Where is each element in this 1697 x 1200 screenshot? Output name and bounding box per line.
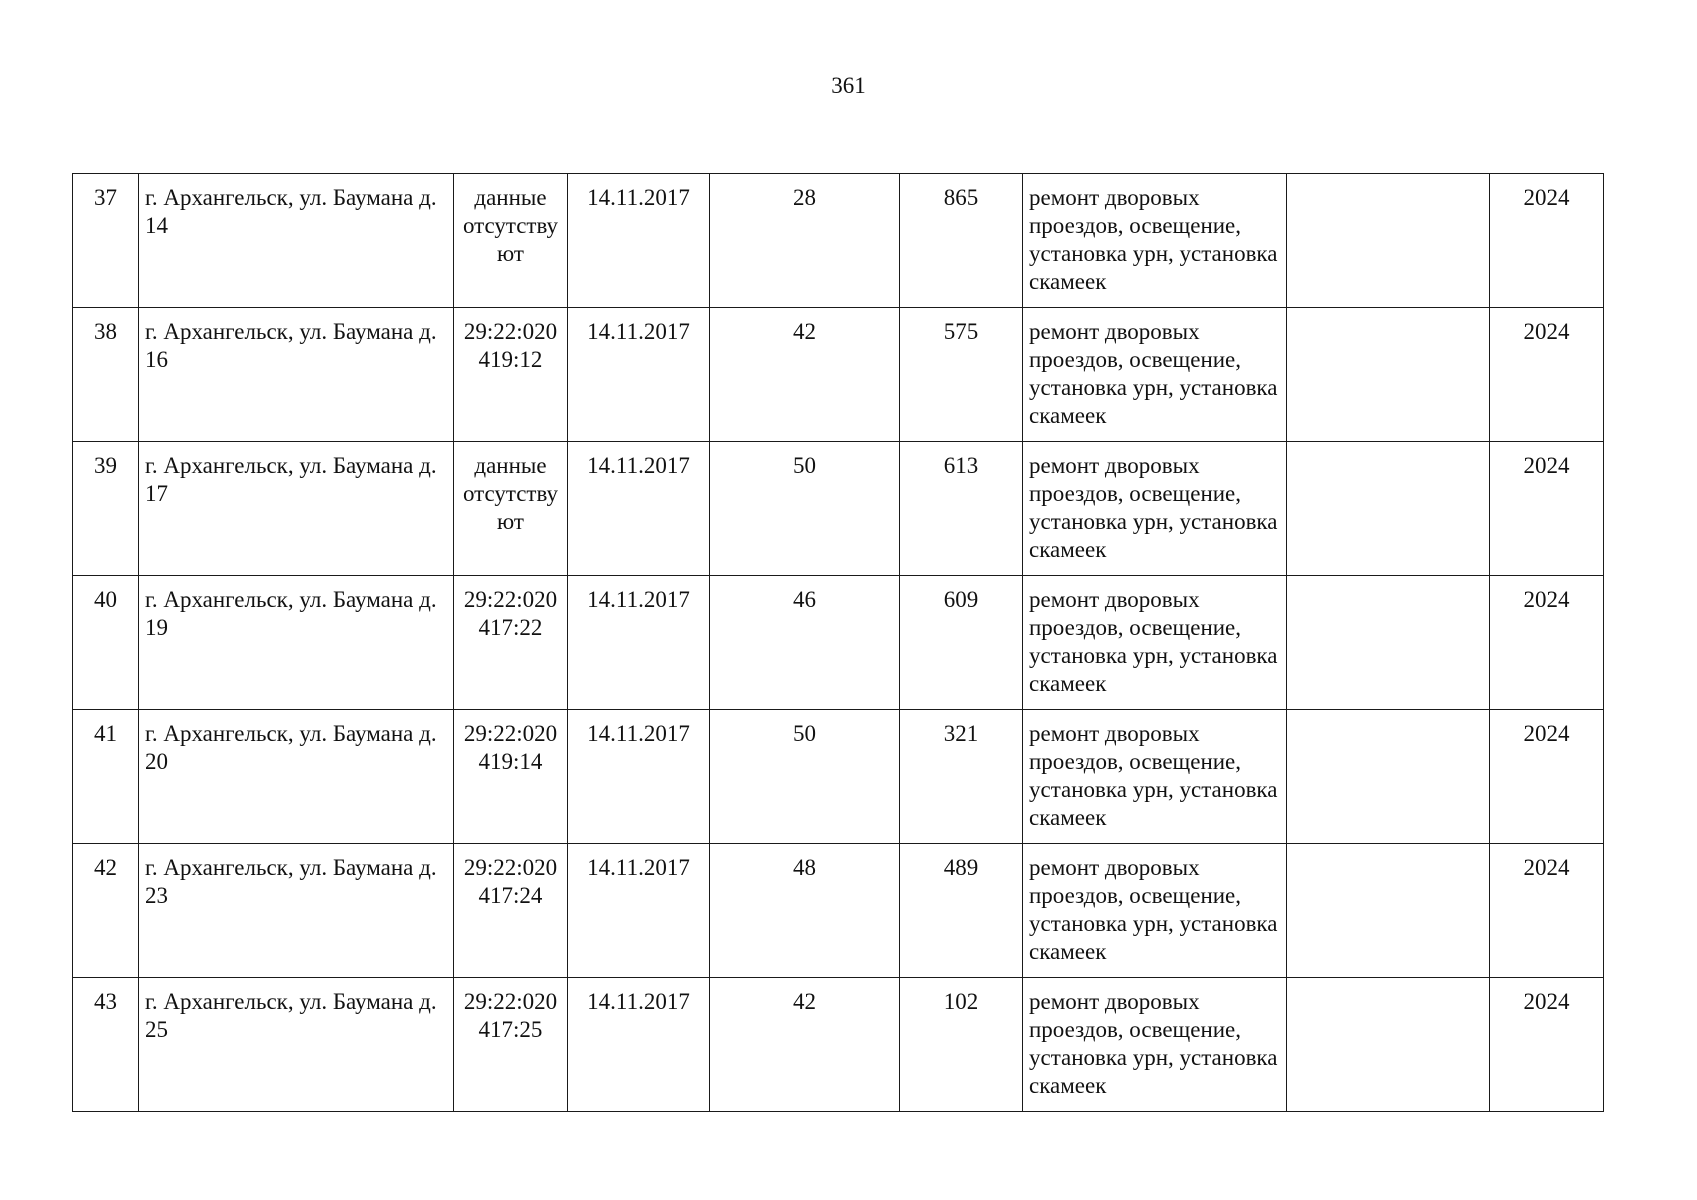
address-cell: г. Архангельск, ул. Баумана д. 16: [139, 308, 454, 442]
date-cell: 14.11.2017: [568, 978, 710, 1112]
empty-cell: [1287, 710, 1490, 844]
cadastral-number-cell: 29:22:020 417:24: [454, 844, 568, 978]
date-cell: 14.11.2017: [568, 576, 710, 710]
works-cell: ремонт дворовых проездов, освещение, установка урн, установка скамеек: [1023, 978, 1287, 1112]
empty-cell: [1287, 174, 1490, 308]
value-b-cell: 575: [900, 308, 1023, 442]
table-row: [73, 308, 1604, 442]
row-number: 37: [73, 174, 139, 308]
value-a-cell: 50: [710, 710, 900, 844]
value-a-cell: 48: [710, 844, 900, 978]
cadastral-number-cell: 29:22:020 417:25: [454, 978, 568, 1112]
cadastral-number-cell: данные отсутству ют: [454, 442, 568, 576]
yard-improvement-table: [72, 173, 1604, 1112]
address-cell: г. Архангельск, ул. Баумана д. 20: [139, 710, 454, 844]
year-cell: 2024: [1490, 442, 1604, 576]
value-b-cell: 609: [900, 576, 1023, 710]
cadastral-number-cell: 29:22:020 419:12: [454, 308, 568, 442]
value-b-cell: 102: [900, 978, 1023, 1112]
value-a-cell: 46: [710, 576, 900, 710]
value-a-cell: 42: [710, 978, 900, 1112]
year-cell: 2024: [1490, 174, 1604, 308]
address-cell: г. Архангельск, ул. Баумана д. 14: [139, 174, 454, 308]
cadastral-number-cell: данные отсутству ют: [454, 174, 568, 308]
cadastral-number-cell: 29:22:020 419:14: [454, 710, 568, 844]
works-cell: ремонт дворовых проездов, освещение, установка урн, установка скамеек: [1023, 844, 1287, 978]
works-cell: ремонт дворовых проездов, освещение, установка урн, установка скамеек: [1023, 174, 1287, 308]
value-a-cell: 28: [710, 174, 900, 308]
row-number: 43: [73, 978, 139, 1112]
empty-cell: [1287, 576, 1490, 710]
table-row: [73, 978, 1604, 1112]
address-cell: г. Архангельск, ул. Баумана д. 23: [139, 844, 454, 978]
year-cell: 2024: [1490, 844, 1604, 978]
empty-cell: [1287, 844, 1490, 978]
row-number: 38: [73, 308, 139, 442]
row-number: 39: [73, 442, 139, 576]
row-number: 42: [73, 844, 139, 978]
works-cell: ремонт дворовых проездов, освещение, установка урн, установка скамеек: [1023, 710, 1287, 844]
value-b-cell: 321: [900, 710, 1023, 844]
value-b-cell: 865: [900, 174, 1023, 308]
value-b-cell: 613: [900, 442, 1023, 576]
table-row: [73, 710, 1604, 844]
row-number: 41: [73, 710, 139, 844]
page-number: 361: [831, 73, 866, 98]
table-row: [73, 174, 1604, 308]
empty-cell: [1287, 978, 1490, 1112]
works-cell: ремонт дворовых проездов, освещение, установка урн, установка скамеек: [1023, 576, 1287, 710]
value-b-cell: 489: [900, 844, 1023, 978]
table-row: [73, 442, 1604, 576]
works-cell: ремонт дворовых проездов, освещение, установка урн, установка скамеек: [1023, 442, 1287, 576]
year-cell: 2024: [1490, 576, 1604, 710]
works-cell: ремонт дворовых проездов, освещение, установка урн, установка скамеек: [1023, 308, 1287, 442]
address-cell: г. Архангельск, ул. Баумана д. 25: [139, 978, 454, 1112]
table-row: [73, 844, 1604, 978]
cadastral-number-cell: 29:22:020 417:22: [454, 576, 568, 710]
date-cell: 14.11.2017: [568, 442, 710, 576]
date-cell: 14.11.2017: [568, 308, 710, 442]
address-cell: г. Архангельск, ул. Баумана д. 17: [139, 442, 454, 576]
address-cell: г. Архангельск, ул. Баумана д. 19: [139, 576, 454, 710]
table-row: [73, 576, 1604, 710]
row-number: 40: [73, 576, 139, 710]
date-cell: 14.11.2017: [568, 710, 710, 844]
year-cell: 2024: [1490, 308, 1604, 442]
date-cell: 14.11.2017: [568, 844, 710, 978]
year-cell: 2024: [1490, 710, 1604, 844]
empty-cell: [1287, 308, 1490, 442]
date-cell: 14.11.2017: [568, 174, 710, 308]
value-a-cell: 50: [710, 442, 900, 576]
value-a-cell: 42: [710, 308, 900, 442]
empty-cell: [1287, 442, 1490, 576]
year-cell: 2024: [1490, 978, 1604, 1112]
